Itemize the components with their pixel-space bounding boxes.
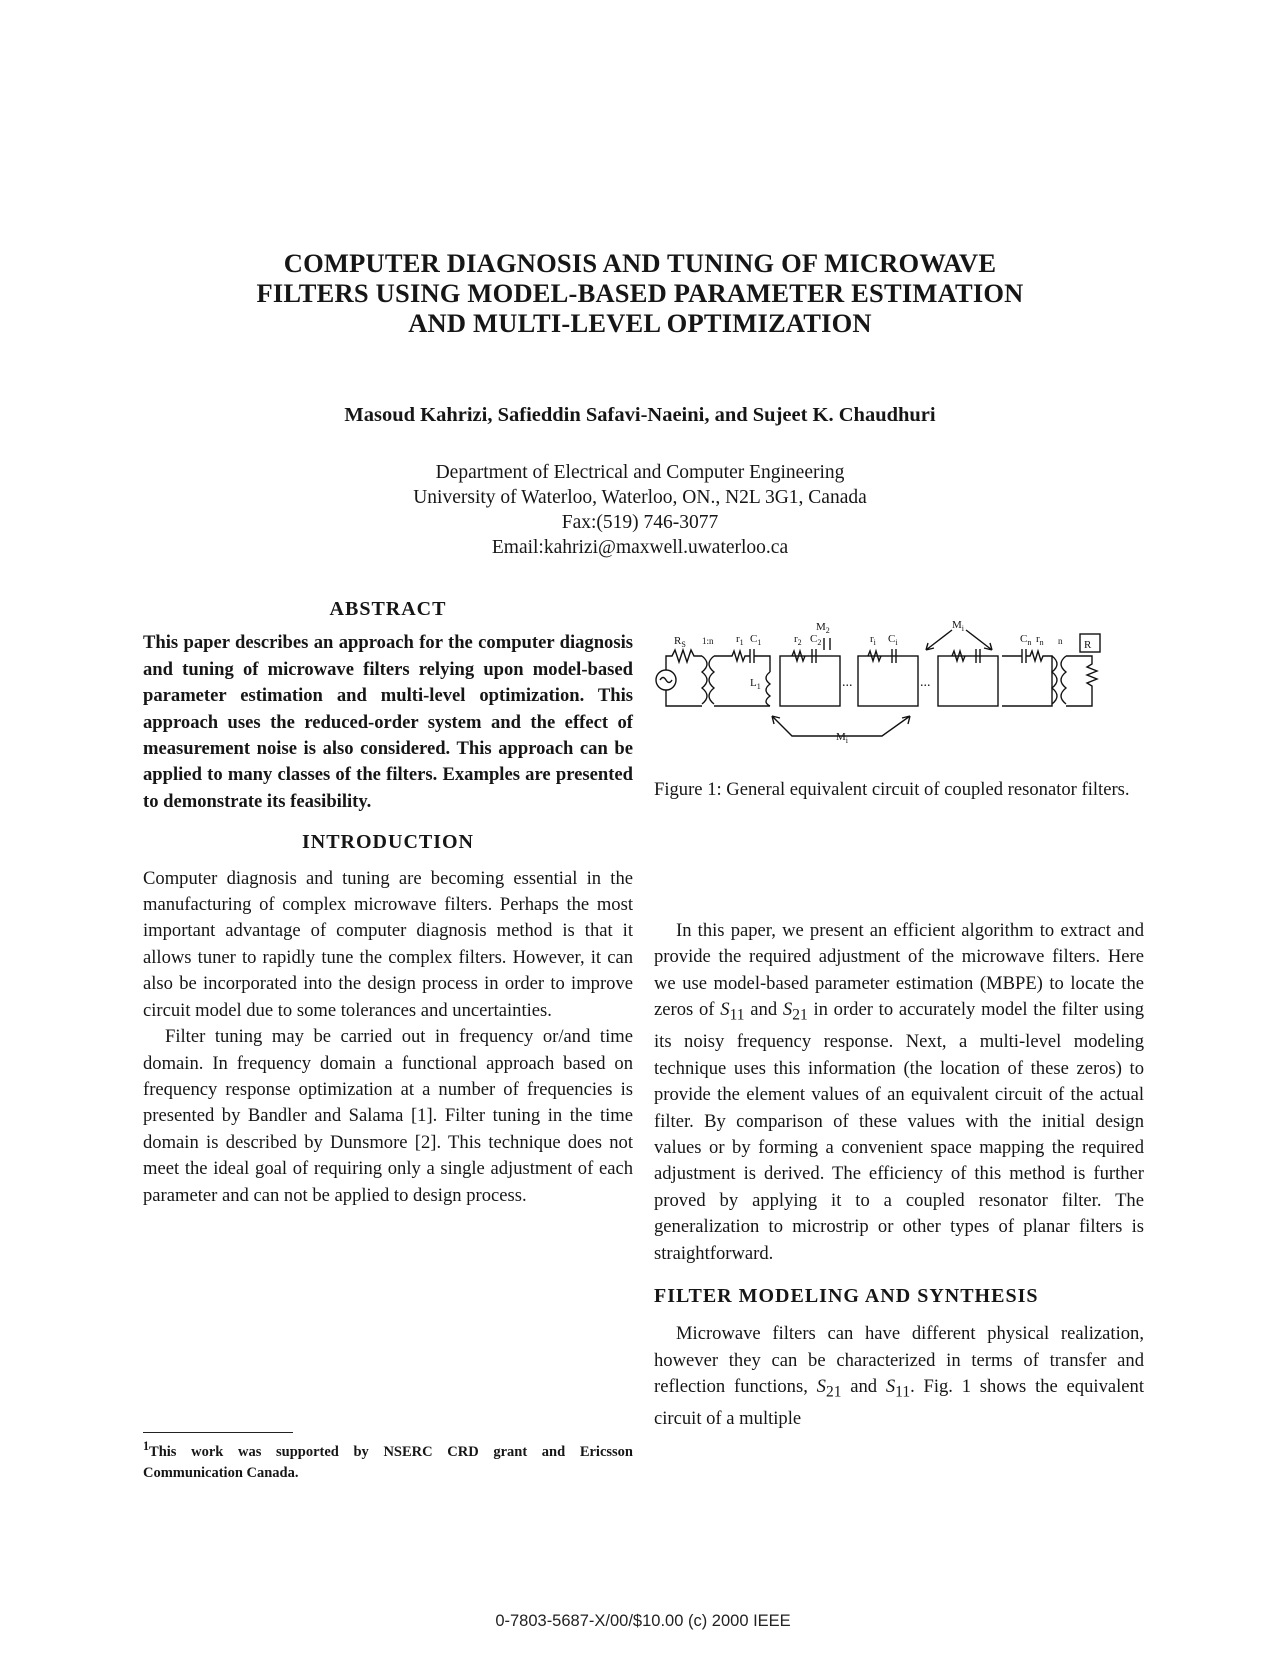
footnote — [143, 1436, 633, 1484]
coupling-mij-arrow-right — [966, 630, 992, 650]
affiliation-block — [120, 460, 1160, 560]
ellipsis-1: ... — [842, 675, 853, 690]
filter-modeling-heading: FILTER MODELING AND SYNTHESIS — [654, 1285, 1039, 1307]
source-resistor-symbol — [666, 650, 702, 670]
resonator-1-series — [714, 649, 770, 672]
university-address: University of Waterloo, Waterloo, ON., N2L 3G1, Canada — [413, 487, 867, 508]
footnote-mark: 1 — [143, 1439, 150, 1453]
introduction-paragraph-1: Computer diagnosis and tuning are becoming essential in the manufacturing of complex microwave filters. Perhaps the most important advantage of computer diagnosis method is that it allows tuner to rapidly tune the complex filters. However, it can also be incorporated into the design process in order to improve circuit model due to some tolerances and uncertainties. — [143, 867, 633, 1021]
equivalent-circuit-figure — [652, 620, 1148, 768]
right-paragraph-2: Microwave filters can have different physical realization, however they can be characterized in terms of transfer and reflection functions, $S_{21}$ and $S_{11}$. Fig. 1 shows the equivalent circuit of a multiple — [654, 1323, 1144, 1430]
ellipsis-2: ... — [920, 675, 931, 690]
coupling-m2i-arrow — [824, 638, 830, 650]
inductor-l1-symbol — [766, 672, 770, 706]
coupling-mij-arrow-left — [926, 630, 952, 650]
label-cn: $C_n$ — [1020, 633, 1032, 647]
resonator-n-series — [1002, 649, 1052, 706]
label-ci: $C_i$ — [888, 633, 898, 647]
label-ri: $r_i$ — [870, 633, 876, 647]
label-rl: R — [1084, 639, 1092, 651]
footnote-text: This work was supported by NSERC CRD grant and Ericsson Communication Canada. — [143, 1443, 633, 1481]
input-transformer-symbol — [702, 656, 707, 704]
right-paragraph-1: In this paper, we present an efficient algorithm to extract and provide the required adjustment of the microwave filters. Here we use model-based parameter estimation (MBPE) to locate the zeros of $S_{11}$ and $S_{21}$ in order to accurately model the filter using its noisy frequency response. Next, a multi-level modeling technique uses this information (the location of these zeros) to provide the element values of an equivalent circuit of the actual filter. By comparison of these values with the initial design values or by forming a convenient space mapping the required adjustment is derived. The efficiency of this method is further proved by applying it to a coupled resonator filter. The generalization to microstrip or other types of planar filters is straightforward. — [654, 920, 1144, 1264]
abstract-heading: ABSTRACT — [329, 598, 447, 620]
load-resistor-symbol — [1066, 656, 1097, 706]
abstract-text: This paper describes an approach for the computer diagnosis and tuning of microwave filters relying upon model-based parameter estimation and multi-level optimization. This approach uses the reduced-order system and the effect of measurement noise is also considered. This approach can be applied to many classes of the filters. Examples are presented to demonstrate its feasibility. — [143, 632, 633, 812]
label-m2i: $M_2$ — [816, 621, 830, 635]
source-wave-symbol — [660, 678, 672, 683]
label-m1i: $M_i$ — [836, 731, 849, 745]
copyright-footer: 0-7803-5687-X/00/$10.00 (c) 2000 IEEE — [495, 1612, 791, 1630]
introduction-paragraph-2: Filter tuning may be carried out in frequency or/and time domain. In frequency domain a functional approach based on frequency response optimization at a number of frequencies is presented by Bandler and Salama [1]. Filter tuning in the time domain is described by Dunsmore [2]. This technique does not meet the ideal goal of requiring only a single adjustment of each parameter and can not be applied to design process. — [143, 1026, 633, 1206]
label-c2: $C_2$ — [810, 633, 822, 647]
label-mij: $M_i$ — [952, 620, 965, 633]
department: Department of Electrical and Computer Engineering — [435, 462, 845, 483]
label-rs: $R_S$ — [674, 635, 686, 649]
email-address: Email:kahrizi@maxwell.uwaterloo.ca — [491, 537, 789, 558]
left-column — [143, 596, 633, 1209]
label-l1: $L_1$ — [750, 677, 761, 691]
label-nn: n — [1058, 636, 1063, 646]
fax-number: Fax:(519) 746-3077 — [561, 512, 719, 533]
output-transformer-symbol — [1052, 656, 1057, 704]
title-line-2: FILTERS USING MODEL-BASED PARAMETER ESTIMATION — [256, 278, 1024, 308]
introduction-heading: INTRODUCTION — [301, 831, 475, 854]
label-c1: $C_1$ — [750, 633, 762, 647]
title-line-3: AND MULTI-LEVEL OPTIMIZATION — [408, 308, 872, 338]
title-line-1: COMPUTER DIAGNOSIS AND TUNING OF MICROWAVE — [283, 248, 997, 278]
author-list: Masoud Kahrizi, Safieddin Safavi-Naeini, and Sujeet K. Chaudhuri — [344, 404, 936, 426]
figure-caption: Figure 1: General equivalent circuit of coupled resonator filters. — [654, 779, 1130, 800]
label-r2: $r_2$ — [794, 633, 802, 647]
label-rn: $r_n$ — [1036, 633, 1044, 647]
paper-title — [120, 248, 1160, 338]
label-r1: $r_1$ — [736, 633, 744, 647]
footnote-rule — [143, 1432, 293, 1433]
right-column — [654, 918, 1144, 1433]
label-n1: 1:n — [702, 636, 714, 646]
